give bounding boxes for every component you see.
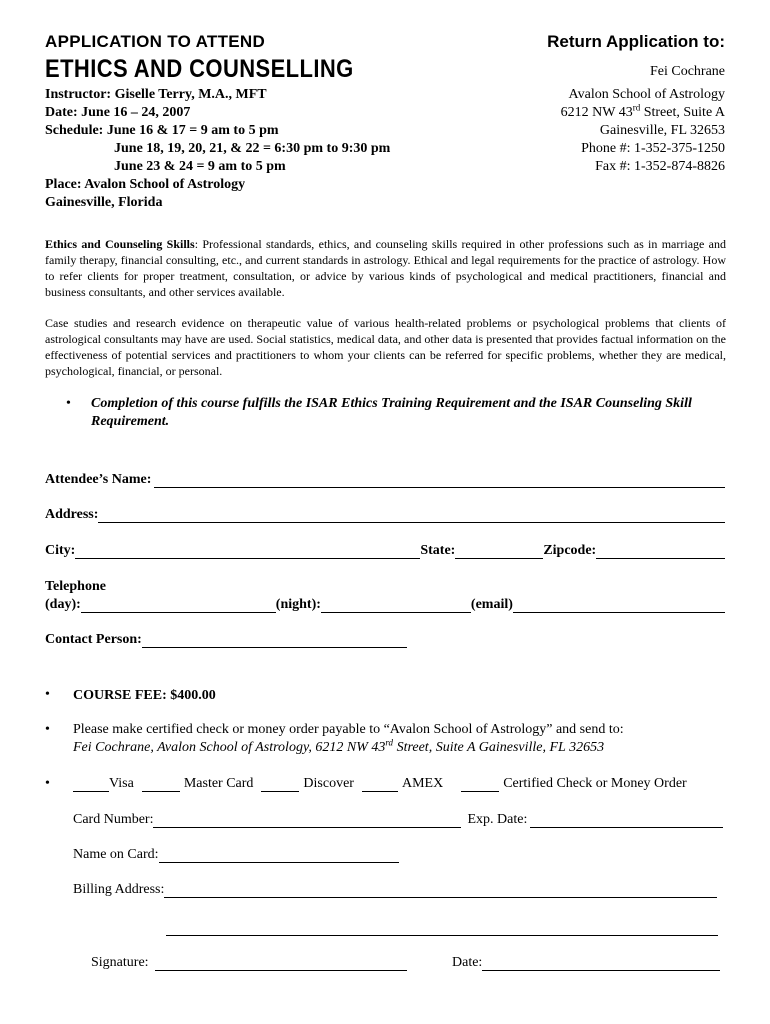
city-field[interactable]: [75, 544, 420, 559]
title-line-2: ETHICS AND COUNSELLING: [45, 54, 354, 83]
return-school: Avalon School of Astrology: [568, 87, 725, 102]
visa-checkbox[interactable]: [73, 777, 109, 792]
discover-checkbox[interactable]: [261, 777, 299, 792]
description-paragraph-2: Case studies and research evidence on therapeutic value of various health-related problems or psychological problems that clients of astrological consultants may have are used. Social statistics, medical data, and other data is presented that provides factual information on the effectiveness of potential services and practitioners to whom your clients can be referred for specific problems, whether they are medical, psychological, financial, or personal.: [45, 316, 726, 378]
date-line: Date: June 16 – 24, 2007: [45, 105, 191, 120]
city-line: Gainesville, Florida: [45, 195, 163, 210]
instructor-line: Instructor: Giselle Terry, M.A., MFT: [45, 87, 267, 102]
payment-instructions: Please make certified check or money order payable to “Avalon School of Astrology” and send to:: [73, 722, 624, 737]
email-field[interactable]: [513, 598, 725, 613]
contact-person-row: Contact Person:: [45, 632, 407, 648]
course-fee: COURSE FEE: $400.00: [73, 688, 216, 703]
city-state-zip-row: City: State: Zipcode:: [45, 543, 725, 559]
name-on-card-field[interactable]: [159, 848, 399, 863]
attendee-name-row: Attendee’s Name:: [45, 472, 725, 488]
bullet-icon: •: [45, 687, 50, 702]
signature-row: Signature:: [91, 955, 407, 971]
payment-method-row: Visa Master Card Discover AMEX Certified Check or Money Order: [73, 776, 687, 792]
return-phone: Phone #: 1-352-375-1250: [581, 141, 725, 156]
billing-address-row: Billing Address:: [73, 882, 717, 898]
return-street: 6212 NW 43rd Street, Suite A: [560, 102, 725, 120]
address-field[interactable]: [98, 508, 725, 523]
exp-date-field[interactable]: [530, 813, 723, 828]
mastercard-checkbox[interactable]: [142, 777, 180, 792]
name-on-card-row: Name on Card:: [73, 847, 399, 863]
attendee-name-field[interactable]: [154, 473, 725, 488]
schedule-line-1: Schedule: June 16 & 17 = 9 am to 5 pm: [45, 123, 279, 138]
place-line: Place: Avalon School of Astrology: [45, 177, 246, 192]
bullet-icon: •: [66, 396, 71, 411]
return-application-heading: Return Application to:: [547, 32, 725, 51]
bullet-icon: •: [45, 722, 50, 737]
telephone-label: Telephone: [45, 579, 106, 594]
phone-day-field[interactable]: [81, 598, 276, 613]
certified-check-checkbox[interactable]: [461, 777, 499, 792]
billing-address-field[interactable]: [164, 883, 717, 898]
card-number-field[interactable]: [153, 813, 461, 828]
contact-person-field[interactable]: [142, 633, 407, 648]
bullet-icon: •: [45, 776, 50, 791]
telephone-row: (day): (night): (email): [45, 597, 725, 613]
state-field[interactable]: [455, 544, 543, 559]
title-line-1: APPLICATION TO ATTEND: [45, 32, 266, 51]
schedule-line-2: June 18, 19, 20, 21, & 22 = 6:30 pm to 9:30 pm: [114, 141, 391, 156]
return-city: Gainesville, FL 32653: [599, 123, 725, 138]
return-fax: Fax #: 1-352-874-8826: [595, 159, 725, 174]
requirement-note: Completion of this course fulfills the ISAR Ethics Training Requirement and the ISAR Counseling Skill Requirement.: [91, 396, 692, 429]
signature-field[interactable]: [155, 956, 407, 971]
billing-address-line-2[interactable]: [166, 921, 718, 936]
description-paragraph-1: Ethics and Counseling Skills: Professional standards, ethics, and counseling skills required in other professions such as in marriage and family therapy, financial consulting, etc., and current standards in astrology. Ethical and legal requirements for the practice of astrology. How to refer clients for proper treatment, consultation, or advice by various kinds of psychological and medical practitioners, financial and business consultants, and other services available.: [45, 237, 726, 299]
address-row: Address:: [45, 507, 725, 523]
return-name: Fei Cochrane: [649, 64, 725, 79]
zipcode-field[interactable]: [596, 544, 725, 559]
schedule-line-3: June 23 & 24 = 9 am to 5 pm: [114, 159, 286, 174]
date-row: Date:: [452, 955, 720, 971]
mailing-address: Fei Cochrane, Avalon School of Astrology, 6212 NW 43rd Street, Suite A Gainesville, FL 32653: [73, 737, 605, 755]
card-number-row: Card Number: Exp. Date:: [73, 812, 723, 828]
date-field[interactable]: [482, 956, 720, 971]
phone-night-field[interactable]: [321, 598, 471, 613]
amex-checkbox[interactable]: [362, 777, 398, 792]
